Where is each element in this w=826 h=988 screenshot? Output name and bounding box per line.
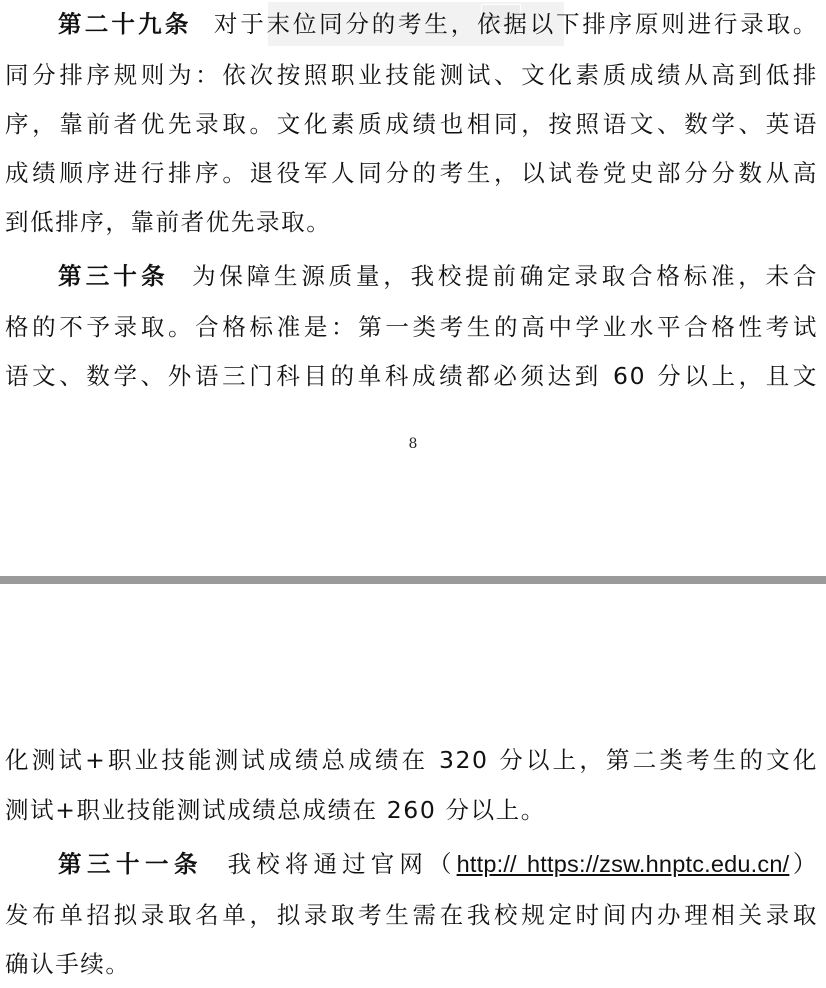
admissions-website-link[interactable]: http:// https://zsw.hnptc.edu.cn/ [456, 851, 790, 877]
page-separator [0, 576, 826, 584]
article-30-line-1 [58, 260, 818, 292]
article-30-cont-line-2: 测试+职业技能测试成绩总成绩在 260 分以上。 [5, 796, 546, 824]
article-30-line-2: 格的不予录取。合格标准是：第一类考生的高中学业水平合格性考试 [5, 313, 818, 341]
article-30-cont-line-1: 化测试+职业技能测试成绩总成绩在 320 分以上，第二类考生的文化 [5, 746, 818, 774]
article-29-line-4: 成绩顺序进行排序。退役军人同分的考生，以试卷党史部分分数从高 [5, 159, 818, 187]
page-number: 8 [408, 436, 418, 452]
article-29-line-5: 到低排序，靠前者优先录取。 [5, 208, 332, 236]
article-31-text-suffix: ） [789, 850, 818, 878]
article-30-text-1: 为保障生源质量，我校提前确定录取合格标准，未合 [192, 262, 818, 290]
article-29-line-1 [58, 8, 818, 40]
article-31-line-2: 发布单招拟录取名单，拟录取考生需在我校规定时间内办理相关录取 [5, 901, 818, 929]
article-31-line-1 [58, 848, 818, 880]
article-29-title: 第二十九条 [58, 10, 192, 38]
article-31-text-prefix: 我校将通过官网（ [227, 850, 457, 878]
article-30-line-3: 语文、数学、外语三门科目的单科成绩都必须达到 60 分以上，且文 [5, 362, 818, 390]
article-31-line-3: 确认手续。 [5, 950, 131, 978]
document-page-bottom [0, 584, 826, 988]
article-29-text-1: 对于末位同分的考生，依据以下排序原则进行录取。 [213, 10, 818, 38]
article-31-title: 第三十一条 [58, 850, 204, 878]
article-29-line-2: 同分排序规则为：依次按照职业技能测试、文化素质成绩从高到低排 [5, 61, 818, 89]
article-29-line-3: 序，靠前者优先录取。文化素质成绩也相同，按照语文、数学、英语 [5, 110, 818, 138]
article-30-title: 第三十条 [58, 262, 169, 290]
